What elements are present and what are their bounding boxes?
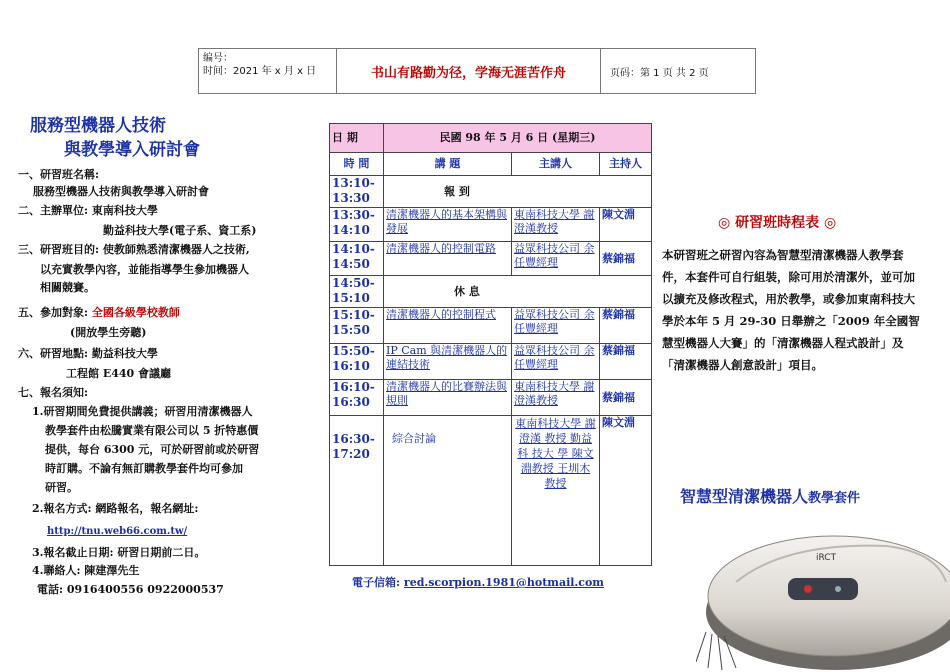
- row-time: 14:10-14:50: [330, 242, 384, 276]
- row-host: 蔡錦福: [600, 344, 652, 380]
- item-6-value: 工程館 E440 會議廳: [66, 367, 172, 380]
- row-topic: 清潔機器人的控制程式: [384, 308, 512, 344]
- table-row: [330, 208, 652, 242]
- kit-name: 智慧型清潔機器人: [680, 487, 809, 506]
- schedule-date-row: [330, 124, 652, 153]
- col-speaker: 主講人: [512, 153, 600, 176]
- item-3-line3: 相關競賽。: [40, 281, 95, 294]
- item-2-label: 二、主辦單位: 東南科技大學: [18, 204, 158, 217]
- date-label: 日 期: [330, 124, 384, 153]
- table-row: [330, 276, 652, 308]
- kit-suffix: 教學套件: [808, 491, 861, 506]
- notice-1-line4: 時訂購。不論有無訂購教學套件均可參加: [45, 462, 243, 475]
- registration-link[interactable]: http://tnu.web66.com.tw/: [47, 526, 188, 537]
- item-1-label: 一、研習班名稱:: [18, 168, 100, 181]
- item-2-value: 勤益科技大學(電子系、資工系): [103, 224, 257, 237]
- item-3-line2: 以充實教學內容，並能指導學生參加機器人: [40, 263, 249, 276]
- email-link[interactable]: red.scorpion.1981@hotmail.com: [403, 576, 604, 589]
- notice-1-line1: 1.研習期間免費提供講義；研習用清潔機器人: [32, 405, 253, 418]
- row-speaker: 東南科技大學 謝澄漢 教授 勤益科 技大 學 陳文淵教授 王圳木 教授: [512, 416, 600, 566]
- row-speaker: 東南科技大學 謝澄漢教授: [512, 208, 600, 242]
- table-row: [330, 344, 652, 380]
- row-host: 陳文淵: [600, 208, 652, 242]
- table-row: [330, 176, 652, 208]
- row-time: 16:10-16:30: [330, 380, 384, 416]
- contact-phone: 電話: 0916400556 0922000537: [37, 583, 224, 596]
- col-topic: 講 題: [384, 153, 512, 176]
- notice-3: 3.報名截止日期: 研習日期前二日。: [32, 546, 206, 559]
- table-row: [330, 308, 652, 344]
- page-title-line2: 與教學導入研討會: [64, 140, 200, 160]
- row-host: 蔡錦福: [600, 308, 652, 344]
- row-host: 蔡錦福: [600, 242, 652, 276]
- notice-4: 4.聯絡人: 陳建澤先生: [32, 564, 140, 577]
- email-line: [352, 574, 604, 590]
- item-7-label: 七、報名須知:: [18, 386, 89, 399]
- table-row: [330, 242, 652, 276]
- row-topic: 報 到: [384, 176, 652, 208]
- row-host: 陳文淵: [600, 416, 652, 566]
- notice-1-line2: 教學套件由松騰實業有限公司以 5 折特惠價: [45, 424, 259, 437]
- header-motto: 书山有路勤为径，学海无涯苦作舟: [337, 49, 601, 93]
- col-time: 時 間: [330, 153, 384, 176]
- item-5-value: 全國各級學校教師: [91, 306, 180, 319]
- row-time: 16:30-17:20: [330, 416, 384, 566]
- page-title-line1: 服務型機器人技術: [30, 116, 166, 136]
- notice-1-line5: 研習。: [45, 481, 78, 494]
- notice-1-line3: 提供，每台 6300 元，可於研習前或於研習: [45, 443, 260, 456]
- row-speaker: 益眾科技公司 余任豐經理: [512, 308, 600, 344]
- table-row: [330, 416, 652, 566]
- email-label: 電子信箱:: [352, 576, 401, 589]
- item-3-label: 三、研習班目的: 使教師熟悉清潔機器人之技術,: [18, 243, 250, 256]
- intro-paragraph: 本研習班之研習內容為智慧型清潔機器人教學套件，本套件可自行組裝，除可用於清潔外，並可加以擴充及修改程式，用於教學，或參加東南科技大學於本年 5 月 29-30 日舉辦之「2009 年全國智慧型機器人大賽」的「清潔機器人程式設計」及「清潔機器人創意設計」項目。: [662, 248, 920, 372]
- item-5: [18, 304, 180, 321]
- schedule-section-title: ◎ 研習班時程表 ◎: [718, 215, 837, 231]
- row-time: 14:50-15:10: [330, 276, 384, 308]
- row-host: 蔡錦福: [600, 380, 652, 416]
- row-speaker: 益眾科技公司 余任豐經理: [512, 242, 600, 276]
- robot-brand-label: iRCT: [816, 553, 837, 563]
- row-time: 13:30-14:10: [330, 208, 384, 242]
- date-value: 民國 98 年 5 月 6 日 (星期三): [384, 124, 652, 153]
- row-topic: 綜合討論: [384, 416, 512, 566]
- row-topic: IP Cam 與清潔機器人的連結技術: [384, 344, 512, 380]
- row-topic: 清潔機器人的控制電路: [384, 242, 512, 276]
- schedule-table: [329, 123, 652, 566]
- cleaning-robot-image: [696, 512, 950, 672]
- header-meta: [199, 49, 337, 93]
- kit-caption: [680, 484, 860, 507]
- row-topic: 休 息: [384, 276, 652, 308]
- row-time: 13:10-13:30: [330, 176, 384, 208]
- row-speaker: 東南科技大學 謝澄漢教授: [512, 380, 600, 416]
- document-header: [198, 48, 756, 94]
- doc-number: 编号：: [203, 53, 233, 64]
- item-1-value: 服務型機器人技術與教學導入研討會: [33, 185, 209, 198]
- item-6-label: 六、研習地點: 勤益科技大學: [18, 347, 158, 360]
- doc-date: 时间：2021 年 x 月 x 日: [203, 66, 317, 77]
- col-host: 主持人: [600, 153, 652, 176]
- row-time: 15:10-15:50: [330, 308, 384, 344]
- schedule-header-row: [330, 153, 652, 176]
- row-topic: 清潔機器人的基本架構與發展: [384, 208, 512, 242]
- row-topic: 清潔機器人的比賽辦法與規則: [384, 380, 512, 416]
- row-time: 15:50-16:10: [330, 344, 384, 380]
- item-5-note: (開放學生旁聽): [70, 326, 147, 339]
- item-5-label: 五、參加對象:: [18, 306, 92, 319]
- row-speaker: 益眾科技公司 余任豐經理: [512, 344, 600, 380]
- table-row: [330, 380, 652, 416]
- notice-2: 2.報名方式: 網路報名，報名網址:: [32, 502, 199, 515]
- page-number: 页码：第 1 页 共 2 页: [610, 67, 709, 79]
